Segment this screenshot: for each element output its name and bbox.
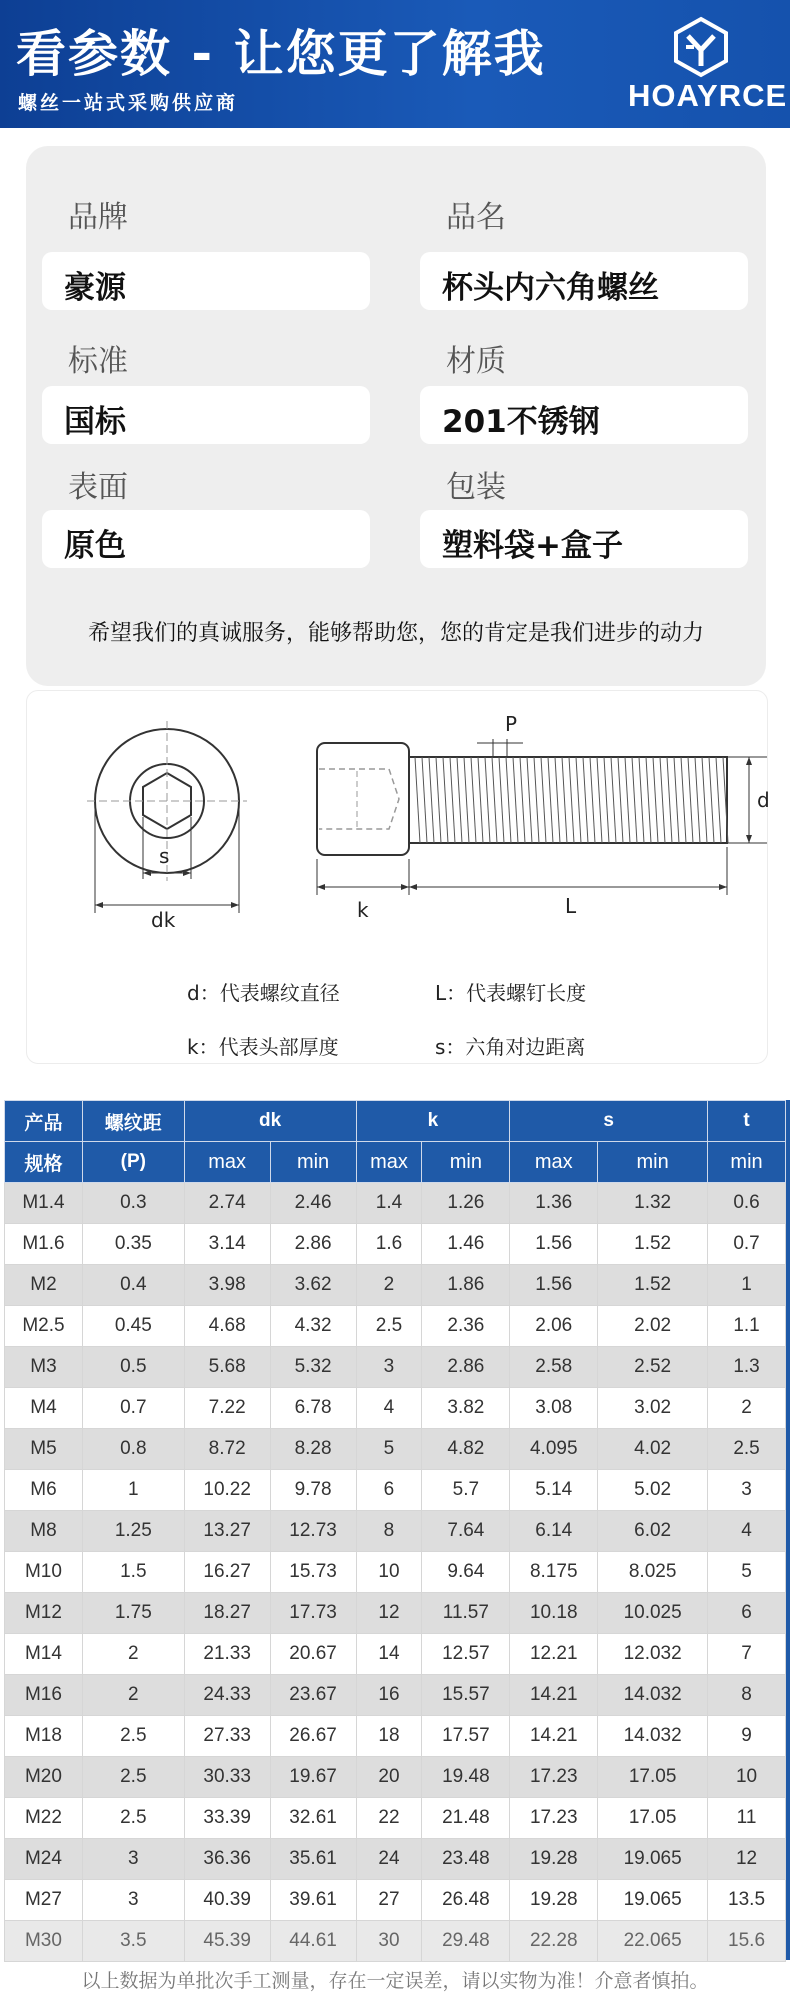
table-cell: 22.28 — [510, 1921, 598, 1962]
table-row — [5, 1388, 786, 1429]
page-subtitle: 螺丝一站式采购供应商 — [18, 92, 239, 114]
table-cell: 2.5 — [82, 1798, 184, 1839]
table-row — [5, 1757, 786, 1798]
table-cell: 2.86 — [270, 1224, 356, 1265]
table-cell: 9.78 — [270, 1470, 356, 1511]
table-cell: M6 — [5, 1470, 83, 1511]
thread-line — [646, 757, 651, 843]
table-cell: 12.57 — [422, 1634, 510, 1675]
table-cell: 35.61 — [270, 1839, 356, 1880]
standard-value-box — [42, 386, 370, 444]
table-cell: 1.25 — [82, 1511, 184, 1552]
legend-d: d：代表螺纹直径 — [187, 981, 340, 1005]
table-cell: 9 — [708, 1716, 786, 1757]
spec-table-section — [0, 1100, 790, 1962]
table-cell: 11 — [708, 1798, 786, 1839]
thread-line — [443, 757, 448, 843]
table-cell: 1.56 — [510, 1265, 598, 1306]
thread-line — [604, 757, 609, 843]
table-row — [5, 1183, 786, 1224]
table-cell: M5 — [5, 1429, 83, 1470]
table-cell: 30.33 — [184, 1757, 270, 1798]
table-row — [5, 1265, 786, 1306]
table-row — [5, 1224, 786, 1265]
header-s: s — [510, 1101, 708, 1142]
table-cell: 4 — [708, 1511, 786, 1552]
table-cell: M20 — [5, 1757, 83, 1798]
table-edge-accent — [786, 1100, 790, 1960]
table-row — [5, 1552, 786, 1593]
table-cell: 7 — [708, 1634, 786, 1675]
table-cell: M27 — [5, 1880, 83, 1921]
table-cell: 8.72 — [184, 1429, 270, 1470]
product-name-value-box — [420, 252, 748, 310]
table-cell: 2.02 — [598, 1306, 708, 1347]
material-value-box — [420, 386, 748, 444]
table-cell: 2.36 — [422, 1306, 510, 1347]
header-pitch-bottom: (P) — [82, 1142, 184, 1183]
table-cell: 2.5 — [82, 1757, 184, 1798]
thread-line — [499, 757, 504, 843]
table-row — [5, 1511, 786, 1552]
table-cell: 3 — [708, 1470, 786, 1511]
table-cell: 9.64 — [422, 1552, 510, 1593]
spec-table-body — [5, 1183, 786, 1962]
table-row — [5, 1921, 786, 1962]
table-cell: 8 — [356, 1511, 422, 1552]
table-cell: 36.36 — [184, 1839, 270, 1880]
header-spec-top: 产品 — [5, 1101, 83, 1142]
table-cell: M2 — [5, 1265, 83, 1306]
table-cell: 24.33 — [184, 1675, 270, 1716]
table-cell: 4.82 — [422, 1429, 510, 1470]
header-k-max: max — [356, 1142, 422, 1183]
measurement-footnote: 以上数据为单批次手工测量，存在一定误差，请以实物为准！介意者慎拍。 — [81, 1970, 709, 1992]
table-cell: 19.065 — [598, 1839, 708, 1880]
table-cell: 12.73 — [270, 1511, 356, 1552]
surface-value-box — [42, 510, 370, 568]
table-cell: M8 — [5, 1511, 83, 1552]
table-cell: 1.5 — [82, 1552, 184, 1593]
table-cell: 3.5 — [82, 1921, 184, 1962]
table-cell: 2.5 — [708, 1429, 786, 1470]
table-cell: 14.032 — [598, 1675, 708, 1716]
thread-line — [520, 757, 525, 843]
table-cell: 1.46 — [422, 1224, 510, 1265]
table-cell: 17.23 — [510, 1757, 598, 1798]
table-cell: 5 — [356, 1429, 422, 1470]
table-cell: 8.28 — [270, 1429, 356, 1470]
table-cell: 6 — [356, 1470, 422, 1511]
table-cell: 14.032 — [598, 1716, 708, 1757]
table-row — [5, 1839, 786, 1880]
legend-s: s：六角对边距离 — [435, 1035, 586, 1059]
thread-line — [583, 757, 588, 843]
table-cell: 33.39 — [184, 1798, 270, 1839]
legend-k: k：代表头部厚度 — [187, 1035, 339, 1059]
thread-line — [653, 757, 658, 843]
label-d: d — [757, 788, 770, 812]
table-cell: 23.67 — [270, 1675, 356, 1716]
table-cell: 4 — [356, 1388, 422, 1429]
table-cell: 1.75 — [82, 1593, 184, 1634]
table-row — [5, 1798, 786, 1839]
product-name-label: 品名 — [446, 200, 506, 235]
thread-line — [471, 757, 476, 843]
table-cell: 2.5 — [356, 1306, 422, 1347]
table-cell: M12 — [5, 1593, 83, 1634]
table-cell: 3.62 — [270, 1265, 356, 1306]
thread-line — [555, 757, 560, 843]
header-dk-max: max — [184, 1142, 270, 1183]
thread-line — [576, 757, 581, 843]
thread-line — [562, 757, 567, 843]
table-cell: 19.28 — [510, 1839, 598, 1880]
table-cell: 19.065 — [598, 1880, 708, 1921]
label-L: L — [565, 894, 577, 918]
table-row — [5, 1429, 786, 1470]
thread-line — [478, 757, 483, 843]
table-cell: 17.05 — [598, 1757, 708, 1798]
surface-value: 原色 — [64, 528, 126, 564]
table-cell: M1.6 — [5, 1224, 83, 1265]
thread-line — [422, 757, 427, 843]
table-cell: 4.32 — [270, 1306, 356, 1347]
table-cell: 1 — [82, 1470, 184, 1511]
table-cell: 0.7 — [82, 1388, 184, 1429]
table-cell: 18.27 — [184, 1593, 270, 1634]
table-cell: 1.6 — [356, 1224, 422, 1265]
table-row — [5, 1306, 786, 1347]
table-cell: 17.57 — [422, 1716, 510, 1757]
header-spec-bottom: 规格 — [5, 1142, 83, 1183]
table-cell: 17.05 — [598, 1798, 708, 1839]
header-pitch-top: 螺纹距 — [82, 1101, 184, 1142]
table-cell: 1.32 — [598, 1183, 708, 1224]
table-cell: 19.48 — [422, 1757, 510, 1798]
thread-line — [548, 757, 553, 843]
label-dk: dk — [151, 908, 176, 932]
table-cell: 2.58 — [510, 1347, 598, 1388]
thread-line — [674, 757, 679, 843]
table-cell: 2.46 — [270, 1183, 356, 1224]
table-cell: 8 — [708, 1675, 786, 1716]
label-k: k — [357, 898, 369, 922]
table-cell: 0.7 — [708, 1224, 786, 1265]
thread-lines — [415, 757, 728, 843]
thread-line — [681, 757, 686, 843]
table-cell: M4 — [5, 1388, 83, 1429]
table-cell: 1.36 — [510, 1183, 598, 1224]
screw-side-view — [317, 739, 767, 895]
table-cell: 14.21 — [510, 1716, 598, 1757]
table-cell: M22 — [5, 1798, 83, 1839]
thread-line — [716, 757, 721, 843]
table-cell: 2.06 — [510, 1306, 598, 1347]
table-cell: 21.33 — [184, 1634, 270, 1675]
table-cell: 15.6 — [708, 1921, 786, 1962]
table-cell: 3.14 — [184, 1224, 270, 1265]
legend-L: L：代表螺钉长度 — [435, 981, 587, 1005]
head-top-view — [87, 721, 247, 913]
hex-logo-icon — [670, 16, 732, 78]
table-cell: 3.08 — [510, 1388, 598, 1429]
brand-label: 品牌 — [68, 200, 128, 235]
thread-line — [450, 757, 455, 843]
table-cell: 16 — [356, 1675, 422, 1716]
table-cell: 30 — [356, 1921, 422, 1962]
table-cell: 40.39 — [184, 1880, 270, 1921]
table-cell: 1.3 — [708, 1347, 786, 1388]
table-cell: 39.61 — [270, 1880, 356, 1921]
table-cell: M14 — [5, 1634, 83, 1675]
table-row — [5, 1675, 786, 1716]
thread-line — [429, 757, 434, 843]
table-cell: 1.86 — [422, 1265, 510, 1306]
material-label: 材质 — [446, 344, 506, 379]
thread-line — [632, 757, 637, 843]
thread-line — [695, 757, 700, 843]
table-cell: 26.67 — [270, 1716, 356, 1757]
thread-line — [597, 757, 602, 843]
table-cell: 3 — [356, 1347, 422, 1388]
thread-line — [464, 757, 469, 843]
table-cell: 2.74 — [184, 1183, 270, 1224]
table-cell: M18 — [5, 1716, 83, 1757]
label-s: s — [159, 844, 170, 868]
material-value: 201不锈钢 — [442, 404, 600, 440]
table-cell: 3.98 — [184, 1265, 270, 1306]
table-cell: 7.22 — [184, 1388, 270, 1429]
table-cell: 13.5 — [708, 1880, 786, 1921]
table-cell: 32.61 — [270, 1798, 356, 1839]
thread-line — [527, 757, 532, 843]
table-cell: 0.45 — [82, 1306, 184, 1347]
standard-value: 国标 — [64, 404, 126, 440]
table-cell: 3.82 — [422, 1388, 510, 1429]
table-cell: 6 — [708, 1593, 786, 1634]
table-cell: 4.68 — [184, 1306, 270, 1347]
table-cell: 4.095 — [510, 1429, 598, 1470]
table-cell: 1 — [708, 1265, 786, 1306]
table-cell: 10.22 — [184, 1470, 270, 1511]
thread-line — [513, 757, 518, 843]
screw-dimension-diagram — [26, 690, 768, 1064]
table-cell: 4.02 — [598, 1429, 708, 1470]
table-cell: 13.27 — [184, 1511, 270, 1552]
product-info-panel — [26, 146, 766, 686]
table-cell: 1.52 — [598, 1265, 708, 1306]
table-cell: 2.52 — [598, 1347, 708, 1388]
table-cell: 29.48 — [422, 1921, 510, 1962]
thread-line — [611, 757, 616, 843]
screw-drawing — [27, 691, 770, 941]
table-cell: 10.18 — [510, 1593, 598, 1634]
table-cell: 17.73 — [270, 1593, 356, 1634]
table-cell: M3 — [5, 1347, 83, 1388]
table-cell: 5.02 — [598, 1470, 708, 1511]
table-cell: 44.61 — [270, 1921, 356, 1962]
table-cell: 2 — [82, 1675, 184, 1716]
thread-line — [436, 757, 441, 843]
table-cell: 6.14 — [510, 1511, 598, 1552]
table-cell: 12.032 — [598, 1634, 708, 1675]
table-cell: 6.02 — [598, 1511, 708, 1552]
table-cell: 12.21 — [510, 1634, 598, 1675]
table-cell: 0.3 — [82, 1183, 184, 1224]
table-cell: 2.86 — [422, 1347, 510, 1388]
standard-label: 标准 — [68, 344, 128, 379]
table-cell: 2 — [356, 1265, 422, 1306]
table-cell: 2.5 — [82, 1716, 184, 1757]
thread-line — [415, 757, 420, 843]
table-cell: 0.8 — [82, 1429, 184, 1470]
thread-line — [639, 757, 644, 843]
table-cell: 19.28 — [510, 1880, 598, 1921]
table-row — [5, 1716, 786, 1757]
table-cell: 22 — [356, 1798, 422, 1839]
table-cell: 20 — [356, 1757, 422, 1798]
table-cell: 5.14 — [510, 1470, 598, 1511]
table-cell: 45.39 — [184, 1921, 270, 1962]
brand-value-box — [42, 252, 370, 310]
table-cell: 17.23 — [510, 1798, 598, 1839]
thread-line — [534, 757, 539, 843]
table-cell: 27.33 — [184, 1716, 270, 1757]
table-cell: 12 — [356, 1593, 422, 1634]
table-cell: 15.73 — [270, 1552, 356, 1593]
table-cell: 10 — [356, 1552, 422, 1593]
table-row — [5, 1470, 786, 1511]
table-cell: 0.4 — [82, 1265, 184, 1306]
table-cell: 1.1 — [708, 1306, 786, 1347]
thread-line — [618, 757, 623, 843]
header-s-max: max — [510, 1142, 598, 1183]
table-cell: 8.175 — [510, 1552, 598, 1593]
table-cell: 27 — [356, 1880, 422, 1921]
table-cell: 23.48 — [422, 1839, 510, 1880]
table-cell: M16 — [5, 1675, 83, 1716]
package-value-box — [420, 510, 748, 568]
table-row — [5, 1593, 786, 1634]
surface-label: 表面 — [68, 470, 128, 505]
table-cell: 0.5 — [82, 1347, 184, 1388]
thread-line — [702, 757, 707, 843]
table-cell: M10 — [5, 1552, 83, 1593]
table-cell: 14.21 — [510, 1675, 598, 1716]
table-cell: 15.57 — [422, 1675, 510, 1716]
table-cell: 26.48 — [422, 1880, 510, 1921]
thread-line — [492, 757, 497, 843]
thread-line — [709, 757, 714, 843]
table-cell: 16.27 — [184, 1552, 270, 1593]
table-cell: 1.26 — [422, 1183, 510, 1224]
header-t: t — [708, 1101, 786, 1142]
thread-line — [688, 757, 693, 843]
table-cell: 3 — [82, 1880, 184, 1921]
thread-line — [569, 757, 574, 843]
header-dk: dk — [184, 1101, 356, 1142]
service-slogan: 希望我们的真诚服务，能够帮助您，您的肯定是我们进步的动力 — [87, 621, 704, 646]
table-row — [5, 1634, 786, 1675]
header-dk-min: min — [270, 1142, 356, 1183]
table-row — [5, 1880, 786, 1921]
table-cell: 3 — [82, 1839, 184, 1880]
table-cell: 21.48 — [422, 1798, 510, 1839]
thread-line — [667, 757, 672, 843]
table-cell: M24 — [5, 1839, 83, 1880]
table-row — [5, 1347, 786, 1388]
table-cell: 3.02 — [598, 1388, 708, 1429]
header-k-min: min — [422, 1142, 510, 1183]
thread-line — [485, 757, 490, 843]
table-cell: M2.5 — [5, 1306, 83, 1347]
table-cell: 7.64 — [422, 1511, 510, 1552]
thread-line — [625, 757, 630, 843]
product-name-value: 杯头内六角螺丝 — [442, 270, 659, 306]
table-cell: M30 — [5, 1921, 83, 1962]
table-cell: 22.065 — [598, 1921, 708, 1962]
table-cell: 2 — [708, 1388, 786, 1429]
table-cell: 6.78 — [270, 1388, 356, 1429]
table-cell: 18 — [356, 1716, 422, 1757]
table-cell: 0.35 — [82, 1224, 184, 1265]
thread-line — [590, 757, 595, 843]
table-cell: 24 — [356, 1839, 422, 1880]
table-cell: 11.57 — [422, 1593, 510, 1634]
table-cell: 1.4 — [356, 1183, 422, 1224]
brand-value: 豪源 — [64, 270, 126, 306]
table-cell: 5.7 — [422, 1470, 510, 1511]
brand-name: HOAYRCE — [628, 78, 788, 113]
table-cell: 2 — [82, 1634, 184, 1675]
table-cell: 14 — [356, 1634, 422, 1675]
spec-table — [4, 1100, 786, 1962]
thread-line — [457, 757, 462, 843]
table-cell: 10.025 — [598, 1593, 708, 1634]
thread-line — [660, 757, 665, 843]
header-banner — [0, 0, 790, 128]
package-label: 包装 — [446, 470, 506, 505]
header-s-min: min — [598, 1142, 708, 1183]
table-cell: 12 — [708, 1839, 786, 1880]
table-cell: 5.68 — [184, 1347, 270, 1388]
table-cell: 10 — [708, 1757, 786, 1798]
thread-line — [541, 757, 546, 843]
table-cell: 5 — [708, 1552, 786, 1593]
label-P: P — [505, 712, 518, 736]
table-cell: 1.52 — [598, 1224, 708, 1265]
table-cell: 19.67 — [270, 1757, 356, 1798]
table-cell: 8.025 — [598, 1552, 708, 1593]
header-k: k — [356, 1101, 510, 1142]
header-t-min: min — [708, 1142, 786, 1183]
table-cell: 1.56 — [510, 1224, 598, 1265]
table-cell: 20.67 — [270, 1634, 356, 1675]
table-cell: 5.32 — [270, 1347, 356, 1388]
package-value: 塑料袋+盒子 — [442, 528, 623, 564]
page-title: 看参数 - 让您更了解我 — [16, 25, 546, 83]
table-cell: 0.6 — [708, 1183, 786, 1224]
table-cell: M1.4 — [5, 1183, 83, 1224]
thread-line — [506, 757, 511, 843]
